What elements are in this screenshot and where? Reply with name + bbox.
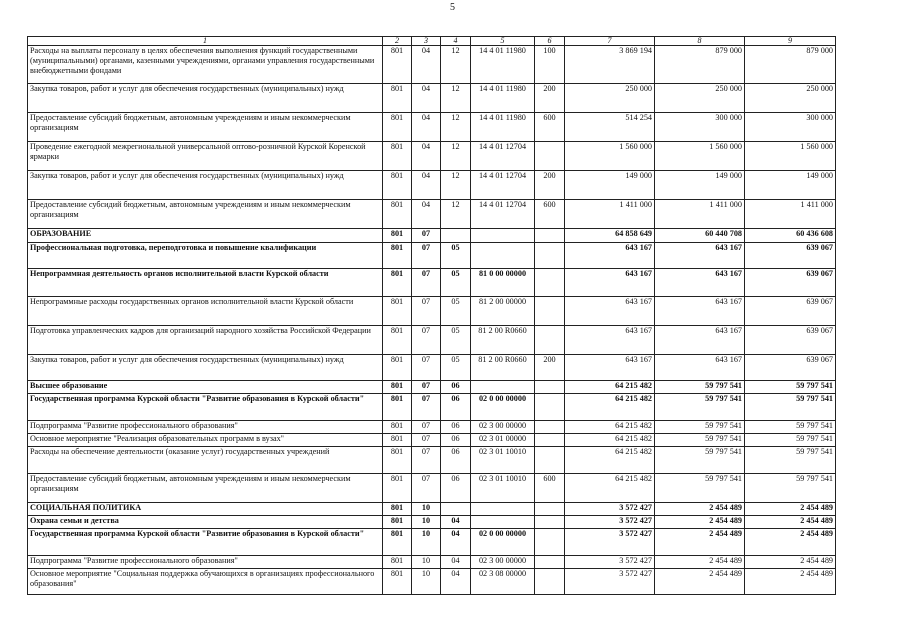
code-gr: 801 xyxy=(383,200,412,229)
amount-col7: 643 167 xyxy=(565,326,655,355)
code-rz: 04 xyxy=(412,200,441,229)
amount-col9: 639 067 xyxy=(745,269,836,297)
code-vr xyxy=(535,394,565,421)
code-csr xyxy=(471,243,535,269)
table-row xyxy=(28,269,836,297)
amount-col7: 64 215 482 xyxy=(565,421,655,434)
code-pr: 12 xyxy=(441,171,471,200)
row-name: Предоставление субсидий бюджетным, автономным учреждениям и иным некоммерческим организациям xyxy=(28,113,383,142)
code-rz: 07 xyxy=(412,474,441,503)
code-pr: 05 xyxy=(441,326,471,355)
amount-col9: 59 797 541 xyxy=(745,434,836,447)
amount-col9: 59 797 541 xyxy=(745,394,836,421)
code-csr: 02 0 00 00000 xyxy=(471,394,535,421)
amount-col8: 2 454 489 xyxy=(655,556,745,569)
code-pr: 12 xyxy=(441,113,471,142)
table-row xyxy=(28,243,836,269)
row-name: Предоставление субсидий бюджетным, автономным учреждениям и иным некоммерческим организациям xyxy=(28,474,383,503)
amount-col7: 250 000 xyxy=(565,84,655,113)
row-name: Подпрограмма "Развитие профессионального образования" xyxy=(28,556,383,569)
code-rz: 07 xyxy=(412,434,441,447)
amount-col7: 514 254 xyxy=(565,113,655,142)
table-row xyxy=(28,142,836,171)
row-name: Непрограммные расходы государственных органов исполнительной власти Курской области xyxy=(28,297,383,326)
code-csr xyxy=(471,229,535,243)
row-name: Государственная программа Курской области "Развитие образования в Курской области" xyxy=(28,394,383,421)
amount-col9: 2 454 489 xyxy=(745,556,836,569)
table-row xyxy=(28,84,836,113)
code-csr xyxy=(471,516,535,529)
amount-col8: 59 797 541 xyxy=(655,474,745,503)
amount-col9: 639 067 xyxy=(745,297,836,326)
amount-col8: 2 454 489 xyxy=(655,529,745,556)
code-pr: 04 xyxy=(441,516,471,529)
amount-col9: 60 436 608 xyxy=(745,229,836,243)
code-gr: 801 xyxy=(383,421,412,434)
code-rz: 07 xyxy=(412,381,441,394)
code-gr: 801 xyxy=(383,269,412,297)
code-vr xyxy=(535,297,565,326)
amount-col8: 2 454 489 xyxy=(655,569,745,595)
code-gr: 801 xyxy=(383,326,412,355)
code-pr: 04 xyxy=(441,569,471,595)
code-gr: 801 xyxy=(383,229,412,243)
column-number-row xyxy=(28,37,836,46)
code-csr: 14 4 01 12704 xyxy=(471,171,535,200)
code-gr: 801 xyxy=(383,142,412,171)
amount-col9: 59 797 541 xyxy=(745,447,836,474)
code-vr xyxy=(535,569,565,595)
code-rz: 07 xyxy=(412,394,441,421)
amount-col8: 59 797 541 xyxy=(655,421,745,434)
table-row xyxy=(28,297,836,326)
code-pr: 12 xyxy=(441,142,471,171)
table-row xyxy=(28,113,836,142)
code-pr: 06 xyxy=(441,447,471,474)
code-vr xyxy=(535,243,565,269)
code-gr: 801 xyxy=(383,447,412,474)
amount-col8: 879 000 xyxy=(655,46,745,84)
code-vr: 100 xyxy=(535,46,565,84)
amount-col7: 3 572 427 xyxy=(565,516,655,529)
code-rz: 04 xyxy=(412,171,441,200)
row-name: Профессиональная подготовка, переподготовка и повышение квалификации xyxy=(28,243,383,269)
amount-col8: 59 797 541 xyxy=(655,434,745,447)
code-csr: 14 4 01 12704 xyxy=(471,142,535,171)
row-name: Закупка товаров, работ и услуг для обеспечения государственных (муниципальных) нужд xyxy=(28,355,383,381)
row-name: ОБРАЗОВАНИЕ xyxy=(28,229,383,243)
code-pr: 04 xyxy=(441,556,471,569)
code-vr xyxy=(535,556,565,569)
code-pr: 05 xyxy=(441,297,471,326)
amount-col8: 643 167 xyxy=(655,355,745,381)
code-gr: 801 xyxy=(383,556,412,569)
code-rz: 10 xyxy=(412,503,441,516)
code-csr: 02 3 08 00000 xyxy=(471,569,535,595)
amount-col8: 149 000 xyxy=(655,171,745,200)
row-name: Непрограммная деятельность органов исполнительной власти Курской области xyxy=(28,269,383,297)
code-vr xyxy=(535,447,565,474)
column-number: 6 xyxy=(535,37,565,46)
code-pr: 06 xyxy=(441,434,471,447)
row-name: Расходы на обеспечение деятельности (оказание услуг) государственных учреждений xyxy=(28,447,383,474)
table-row xyxy=(28,46,836,84)
code-vr: 600 xyxy=(535,474,565,503)
row-name: Государственная программа Курской области "Развитие образования в Курской области" xyxy=(28,529,383,556)
table-row xyxy=(28,326,836,355)
code-vr xyxy=(535,326,565,355)
amount-col7: 64 215 482 xyxy=(565,394,655,421)
amount-col7: 1 560 000 xyxy=(565,142,655,171)
code-vr: 200 xyxy=(535,171,565,200)
code-gr: 801 xyxy=(383,84,412,113)
table-row xyxy=(28,394,836,421)
code-pr: 12 xyxy=(441,200,471,229)
amount-col9: 59 797 541 xyxy=(745,421,836,434)
code-gr: 801 xyxy=(383,243,412,269)
code-rz: 10 xyxy=(412,516,441,529)
code-vr: 600 xyxy=(535,113,565,142)
column-number: 9 xyxy=(745,37,836,46)
code-gr: 801 xyxy=(383,113,412,142)
amount-col8: 1 411 000 xyxy=(655,200,745,229)
amount-col7: 64 215 482 xyxy=(565,381,655,394)
code-vr xyxy=(535,434,565,447)
code-csr: 02 3 00 00000 xyxy=(471,421,535,434)
code-pr: 05 xyxy=(441,243,471,269)
code-gr: 801 xyxy=(383,171,412,200)
amount-col7: 3 869 194 xyxy=(565,46,655,84)
amount-col9: 2 454 489 xyxy=(745,569,836,595)
amount-col8: 2 454 489 xyxy=(655,503,745,516)
code-csr: 02 3 01 00000 xyxy=(471,434,535,447)
code-csr: 14 4 01 11980 xyxy=(471,46,535,84)
code-pr: 05 xyxy=(441,269,471,297)
table-row xyxy=(28,229,836,243)
row-name: СОЦИАЛЬНАЯ ПОЛИТИКА xyxy=(28,503,383,516)
amount-col9: 639 067 xyxy=(745,355,836,381)
code-gr: 801 xyxy=(383,381,412,394)
code-rz: 10 xyxy=(412,529,441,556)
code-pr: 06 xyxy=(441,421,471,434)
amount-col9: 639 067 xyxy=(745,243,836,269)
code-gr: 801 xyxy=(383,394,412,421)
amount-col9: 879 000 xyxy=(745,46,836,84)
amount-col8: 643 167 xyxy=(655,326,745,355)
code-rz: 04 xyxy=(412,113,441,142)
amount-col7: 64 215 482 xyxy=(565,447,655,474)
table-row xyxy=(28,474,836,503)
row-name: Подготовка управленческих кадров для организаций народного хозяйства Российской Федерации xyxy=(28,326,383,355)
amount-col8: 59 797 541 xyxy=(655,381,745,394)
budget-table xyxy=(27,36,836,595)
amount-col8: 59 797 541 xyxy=(655,394,745,421)
amount-col7: 64 215 482 xyxy=(565,474,655,503)
amount-col7: 643 167 xyxy=(565,269,655,297)
amount-col7: 3 572 427 xyxy=(565,503,655,516)
table-row xyxy=(28,421,836,434)
column-number: 4 xyxy=(441,37,471,46)
code-rz: 04 xyxy=(412,142,441,171)
column-number: 1 xyxy=(28,37,383,46)
code-csr: 02 3 01 10010 xyxy=(471,474,535,503)
table-row xyxy=(28,529,836,556)
code-pr: 12 xyxy=(441,84,471,113)
code-rz: 04 xyxy=(412,46,441,84)
amount-col7: 64 858 649 xyxy=(565,229,655,243)
amount-col9: 1 411 000 xyxy=(745,200,836,229)
code-csr xyxy=(471,503,535,516)
code-gr: 801 xyxy=(383,474,412,503)
code-pr xyxy=(441,229,471,243)
code-csr: 14 4 01 11980 xyxy=(471,84,535,113)
code-rz: 07 xyxy=(412,229,441,243)
amount-col7: 643 167 xyxy=(565,297,655,326)
amount-col9: 1 560 000 xyxy=(745,142,836,171)
amount-col7: 643 167 xyxy=(565,355,655,381)
code-pr: 05 xyxy=(441,355,471,381)
code-vr xyxy=(535,229,565,243)
code-csr: 81 0 00 00000 xyxy=(471,269,535,297)
code-vr: 200 xyxy=(535,355,565,381)
code-vr xyxy=(535,421,565,434)
code-rz: 10 xyxy=(412,569,441,595)
code-pr: 04 xyxy=(441,529,471,556)
amount-col9: 2 454 489 xyxy=(745,503,836,516)
amount-col7: 64 215 482 xyxy=(565,434,655,447)
row-name: Предоставление субсидий бюджетным, автономным учреждениям и иным некоммерческим организациям xyxy=(28,200,383,229)
code-rz: 04 xyxy=(412,84,441,113)
amount-col8: 643 167 xyxy=(655,269,745,297)
table-row xyxy=(28,569,836,595)
amount-col8: 1 560 000 xyxy=(655,142,745,171)
column-number: 2 xyxy=(383,37,412,46)
code-vr: 200 xyxy=(535,84,565,113)
table-row xyxy=(28,355,836,381)
amount-col9: 59 797 541 xyxy=(745,474,836,503)
amount-col9: 59 797 541 xyxy=(745,381,836,394)
table-row xyxy=(28,171,836,200)
code-gr: 801 xyxy=(383,434,412,447)
row-name: Проведение ежегодной межрегиональной универсальной оптово-розничной Курской Коренской ярмарки xyxy=(28,142,383,171)
table-row xyxy=(28,556,836,569)
table-row xyxy=(28,447,836,474)
amount-col8: 60 440 708 xyxy=(655,229,745,243)
code-rz: 07 xyxy=(412,243,441,269)
code-pr: 12 xyxy=(441,46,471,84)
code-rz: 07 xyxy=(412,297,441,326)
code-rz: 10 xyxy=(412,556,441,569)
amount-col8: 2 454 489 xyxy=(655,516,745,529)
column-number: 3 xyxy=(412,37,441,46)
code-vr xyxy=(535,529,565,556)
row-name: Закупка товаров, работ и услуг для обеспечения государственных (муниципальных) нужд xyxy=(28,84,383,113)
code-gr: 801 xyxy=(383,46,412,84)
code-vr: 600 xyxy=(535,200,565,229)
code-csr: 02 3 01 10010 xyxy=(471,447,535,474)
code-vr xyxy=(535,516,565,529)
amount-col9: 149 000 xyxy=(745,171,836,200)
amount-col9: 2 454 489 xyxy=(745,529,836,556)
code-gr: 801 xyxy=(383,529,412,556)
amount-col7: 3 572 427 xyxy=(565,529,655,556)
amount-col9: 250 000 xyxy=(745,84,836,113)
row-name: Подпрограмма "Развитие профессионального образования" xyxy=(28,421,383,434)
code-csr: 14 4 01 11980 xyxy=(471,113,535,142)
amount-col7: 643 167 xyxy=(565,243,655,269)
code-csr xyxy=(471,381,535,394)
row-name: Закупка товаров, работ и услуг для обеспечения государственных (муниципальных) нужд xyxy=(28,171,383,200)
code-vr xyxy=(535,381,565,394)
code-gr: 801 xyxy=(383,297,412,326)
code-csr: 81 2 00 R0660 xyxy=(471,326,535,355)
table-row xyxy=(28,200,836,229)
code-csr: 02 0 00 00000 xyxy=(471,529,535,556)
code-pr: 06 xyxy=(441,381,471,394)
code-vr xyxy=(535,269,565,297)
code-csr: 14 4 01 12704 xyxy=(471,200,535,229)
amount-col9: 300 000 xyxy=(745,113,836,142)
code-rz: 07 xyxy=(412,355,441,381)
amount-col7: 1 411 000 xyxy=(565,200,655,229)
code-rz: 07 xyxy=(412,326,441,355)
code-gr: 801 xyxy=(383,569,412,595)
code-rz: 07 xyxy=(412,269,441,297)
column-number: 5 xyxy=(471,37,535,46)
code-csr: 81 2 00 00000 xyxy=(471,297,535,326)
amount-col7: 149 000 xyxy=(565,171,655,200)
code-rz: 07 xyxy=(412,447,441,474)
code-pr: 06 xyxy=(441,474,471,503)
column-number: 8 xyxy=(655,37,745,46)
amount-col8: 643 167 xyxy=(655,297,745,326)
code-csr: 02 3 00 00000 xyxy=(471,556,535,569)
table-row xyxy=(28,503,836,516)
row-name: Высшее образование xyxy=(28,381,383,394)
page-number: 5 xyxy=(450,2,455,13)
code-csr: 81 2 00 R0660 xyxy=(471,355,535,381)
amount-col7: 3 572 427 xyxy=(565,556,655,569)
row-name: Основное мероприятие "Социальная поддержка обучающихся в организациях профессионального образования" xyxy=(28,569,383,595)
amount-col7: 3 572 427 xyxy=(565,569,655,595)
code-vr xyxy=(535,142,565,171)
amount-col9: 2 454 489 xyxy=(745,516,836,529)
column-number: 7 xyxy=(565,37,655,46)
row-name: Расходы на выплаты персоналу в целях обеспечения выполнения функций государственными (муниципальными) органами, казенными учреждениями, органами управления государственными внебюджетными фондами xyxy=(28,46,383,84)
amount-col8: 250 000 xyxy=(655,84,745,113)
table-row xyxy=(28,434,836,447)
code-pr: 06 xyxy=(441,394,471,421)
row-name: Основное мероприятие "Реализация образовательных программ в вузах" xyxy=(28,434,383,447)
code-rz: 07 xyxy=(412,421,441,434)
amount-col8: 643 167 xyxy=(655,243,745,269)
amount-col9: 639 067 xyxy=(745,326,836,355)
amount-col8: 300 000 xyxy=(655,113,745,142)
table-row xyxy=(28,516,836,529)
row-name: Охрана семьи и детства xyxy=(28,516,383,529)
table-row xyxy=(28,381,836,394)
code-vr xyxy=(535,503,565,516)
code-gr: 801 xyxy=(383,503,412,516)
amount-col8: 59 797 541 xyxy=(655,447,745,474)
code-gr: 801 xyxy=(383,355,412,381)
code-gr: 801 xyxy=(383,516,412,529)
code-pr xyxy=(441,503,471,516)
